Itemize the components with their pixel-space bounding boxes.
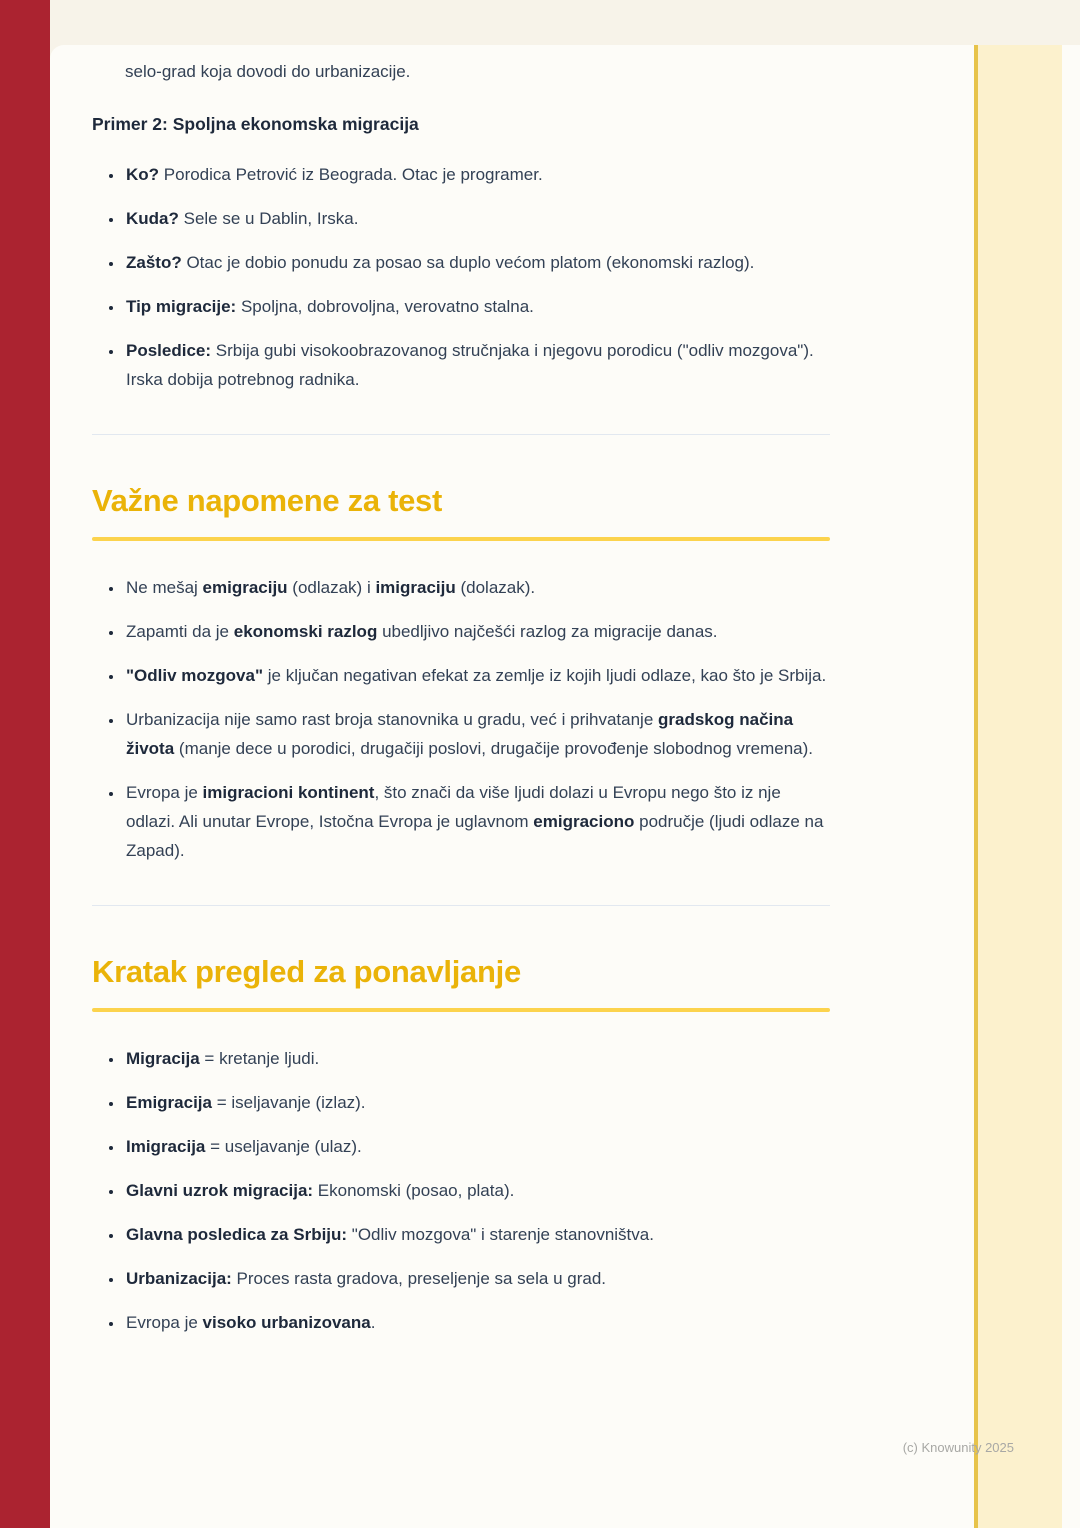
- example2-list: [92, 160, 830, 394]
- example2-heading: Primer 2: Spoljna ekonomska migracija: [92, 114, 419, 134]
- bold-text: "Odliv mozgova": [126, 666, 264, 685]
- list-item: [124, 1264, 830, 1293]
- list-item: [124, 573, 830, 602]
- list-item: [124, 204, 830, 233]
- notes-heading-underline: [92, 537, 830, 541]
- bold-text: Imigracija: [126, 1137, 206, 1156]
- text: Srbija gubi visokoobrazovanog stručnjaka i njegovu porodicu ("odliv mozgova"). Irska dobija potrebnog radnika.: [126, 341, 814, 389]
- text: Ne mešaj: [126, 578, 203, 597]
- bold-text: Kuda?: [126, 209, 179, 228]
- bold-text: Posledice:: [126, 341, 212, 360]
- bold-text: gradskog načina života: [126, 710, 794, 758]
- list-item: [124, 160, 830, 189]
- bold-text: Zašto?: [126, 253, 182, 272]
- page-content: [92, 57, 830, 1352]
- text: = useljavanje (ulaz).: [205, 1137, 362, 1156]
- continuation-text: selo-grad koja dovodi do urbanizacije.: [125, 62, 411, 81]
- review-list: [92, 1044, 830, 1337]
- list-item: [124, 292, 830, 321]
- text: područje (ljudi odlaze na Zapad).: [126, 812, 824, 860]
- bold-text: Urbanizacija:: [126, 1269, 232, 1288]
- list-item: [124, 1088, 830, 1117]
- text: Proces rasta gradova, preseljenje sa sela u grad.: [231, 1269, 607, 1288]
- list-item: [124, 778, 830, 865]
- list-item: [124, 1220, 830, 1249]
- bold-text: ekonomski razlog: [233, 622, 378, 641]
- bold-text: Emigracija: [126, 1093, 212, 1112]
- bold-text: Migracija: [126, 1049, 200, 1068]
- text: Sele se u Dablin, Irska.: [178, 209, 359, 228]
- text: .: [370, 1313, 376, 1332]
- list-item: [124, 248, 830, 277]
- text: Spoljna, dobrovoljna, verovatno stalna.: [236, 297, 534, 316]
- text: Ekonomski (posao, plata).: [313, 1181, 515, 1200]
- section-divider-1: [92, 434, 830, 435]
- page-edge-red-bar: [0, 0, 50, 1528]
- text: , što znači da više ljudi dolazi u Evropu nego što iz nje odlazi. Ali unutar Evrope, Istočna Evropa je uglavnom: [126, 783, 781, 831]
- bold-text: imigracioni kontinent: [202, 783, 375, 802]
- text: Zapamti da je: [126, 622, 234, 641]
- text: = iseljavanje (izlaz).: [212, 1093, 366, 1112]
- text: Otac je dobio ponudu za posao sa duplo većom platom (ekonomski razlog).: [181, 253, 755, 272]
- bold-text: Glavni uzrok migracija:: [126, 1181, 314, 1200]
- text: (dolazak).: [455, 578, 536, 597]
- text: Evropa je: [126, 783, 203, 802]
- review-heading: Kratak pregled za ponavljanje: [92, 954, 521, 989]
- bold-text: emigraciju: [202, 578, 288, 597]
- bold-text: Glavna posledica za Srbiju:: [126, 1225, 348, 1244]
- bold-text: Ko?: [126, 165, 160, 184]
- bold-text: visoko urbanizovana: [202, 1313, 371, 1332]
- text: ubedljivo najčešći razlog za migracije danas.: [377, 622, 718, 641]
- list-item: [124, 661, 830, 690]
- text: (manje dece u porodici, drugačiji poslovi, drugačije provođenje slobodnog vremena).: [174, 739, 813, 758]
- text: = kretanje ljudi.: [199, 1049, 320, 1068]
- notes-heading: Važne napomene za test: [92, 483, 443, 518]
- section-divider-2: [92, 905, 830, 906]
- review-heading-underline: [92, 1008, 830, 1012]
- copyright-text: (c) Knowunity 2025: [902, 1440, 1014, 1455]
- list-item: [124, 1308, 830, 1337]
- text: je ključan negativan efekat za zemlje iz kojih ljudi odlaze, kao što je Srbija.: [263, 666, 827, 685]
- list-item: [124, 336, 830, 394]
- text: Evropa je: [126, 1313, 203, 1332]
- list-item: [124, 705, 830, 763]
- margin-highlight-band: [978, 45, 1062, 1528]
- bold-text: imigraciju: [375, 578, 456, 597]
- text: Porodica Petrović iz Beograda. Otac je programer.: [159, 165, 543, 184]
- notes-list: [92, 573, 830, 865]
- list-item: [124, 1132, 830, 1161]
- list-item: [124, 1044, 830, 1073]
- text: (odlazak) i: [287, 578, 376, 597]
- list-item: [124, 617, 830, 646]
- bold-text: emigraciono: [533, 812, 635, 831]
- list-item: [124, 1176, 830, 1205]
- text: Urbanizacija nije samo rast broja stanovnika u gradu, već i prihvatanje: [126, 710, 658, 729]
- text: "Odliv mozgova" i starenje stanovništva.: [347, 1225, 654, 1244]
- bold-text: Tip migracije:: [126, 297, 237, 316]
- document-page: [50, 45, 1080, 1528]
